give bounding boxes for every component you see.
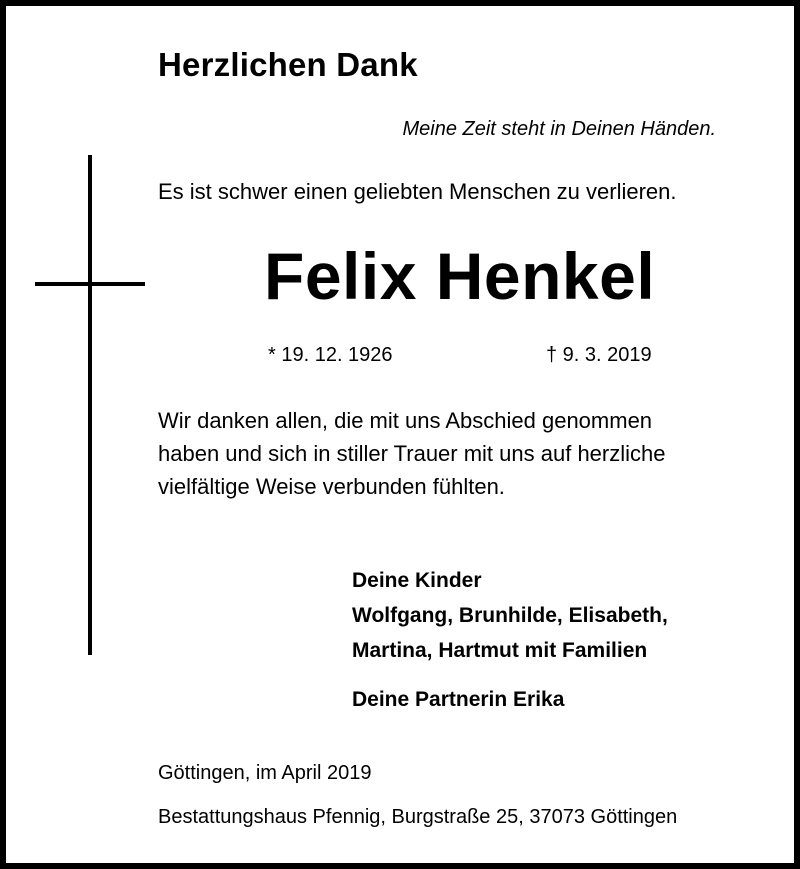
funeral-home-address: Bestattungshaus Pfennig, Burgstraße 25, 37073 Göttingen xyxy=(158,806,678,828)
thanks-paragraph xyxy=(158,404,665,503)
birth-date: * 19. 12. 1926 xyxy=(268,344,393,366)
signature-line: Martina, Hartmut mit Familien xyxy=(352,639,648,662)
cross-icon-vertical xyxy=(88,155,92,655)
death-date: † 9. 3. 2019 xyxy=(546,344,652,366)
deceased-name: Felix Henkel xyxy=(264,239,656,313)
notice-title: Herzlichen Dank xyxy=(158,46,418,83)
thanks-line: haben und sich in stiller Trauer mit uns auf herzliche xyxy=(158,441,666,466)
thanks-line: Wir danken allen, die mit uns Abschied genommen xyxy=(158,408,653,433)
cross-icon-horizontal xyxy=(35,282,145,286)
place-date: Göttingen, im April 2019 xyxy=(158,762,372,784)
motto: Meine Zeit steht in Deinen Händen. xyxy=(402,118,716,140)
signature-line: Deine Kinder xyxy=(352,569,482,592)
thanks-line: vielfältige Weise verbunden fühlten. xyxy=(158,474,505,499)
signature-line: Wolfgang, Brunhilde, Elisabeth, xyxy=(352,604,668,627)
signature-line: Deine Partnerin Erika xyxy=(352,688,565,711)
intro-text: Es ist schwer einen geliebten Menschen zu verlieren. xyxy=(158,179,677,204)
